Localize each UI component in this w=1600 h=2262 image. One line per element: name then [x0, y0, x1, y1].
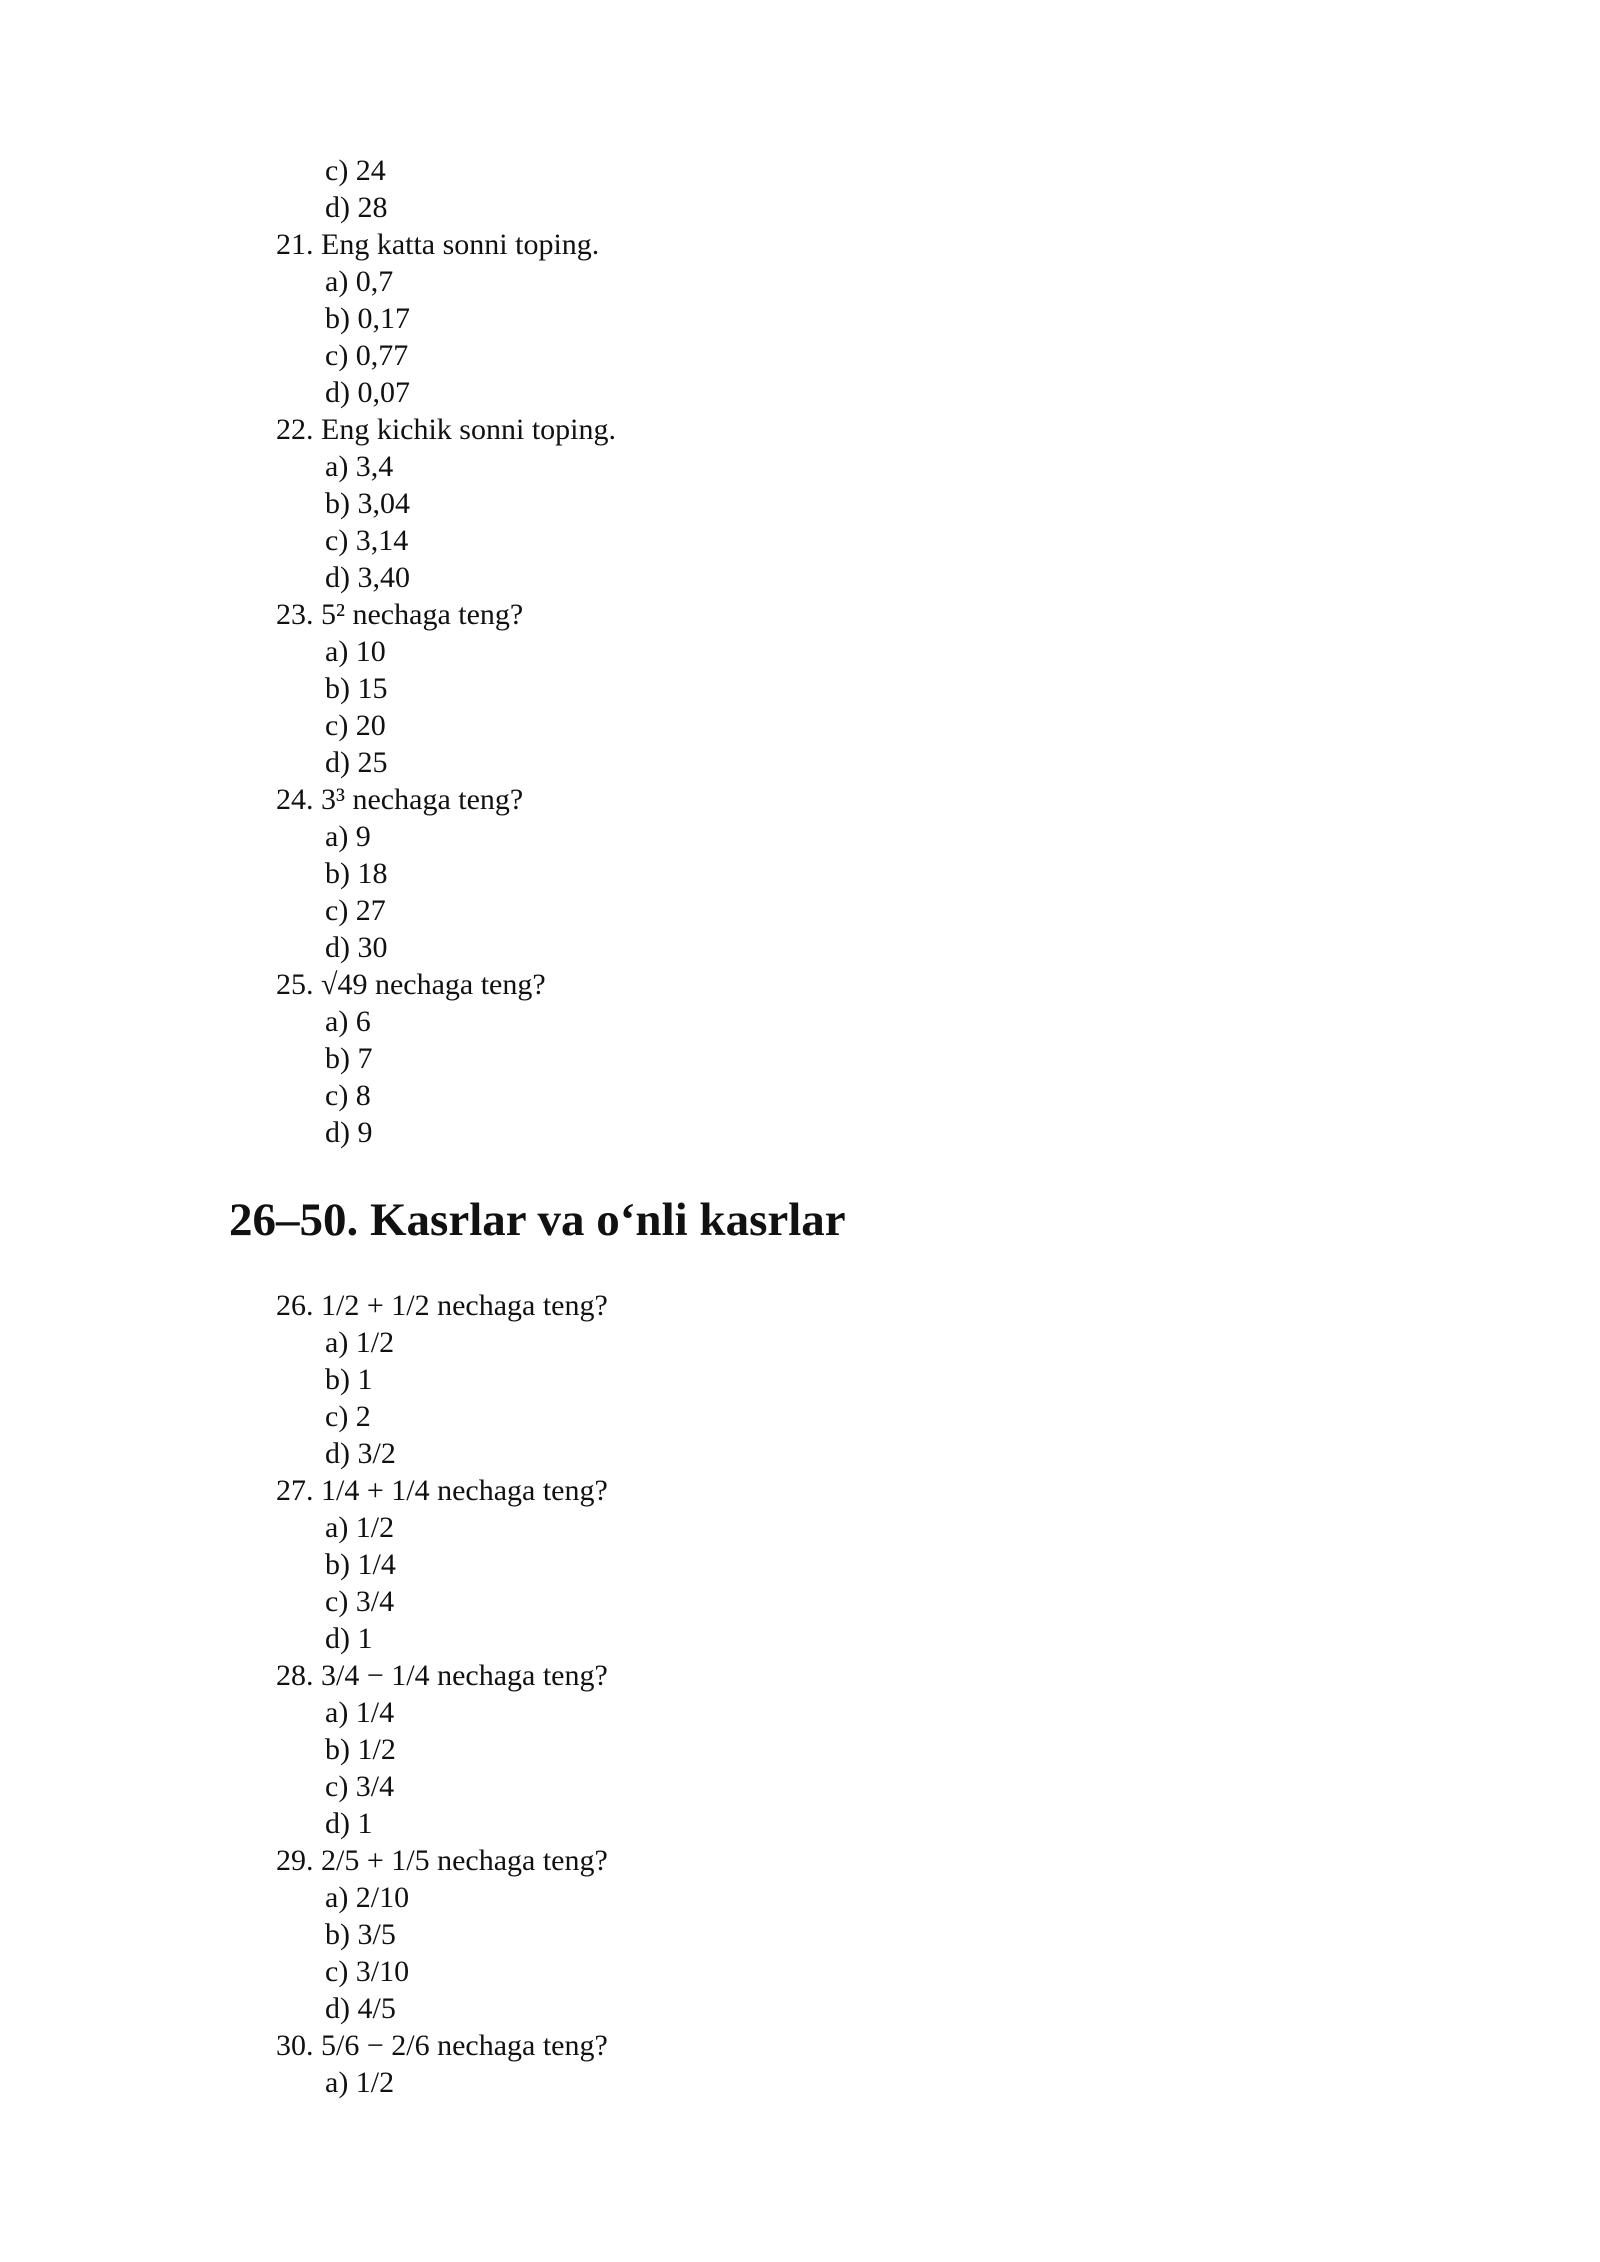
option-line: d) 3/2: [325, 1437, 396, 1470]
option-line: d) 25: [325, 746, 388, 779]
option-line: b) 18: [325, 857, 388, 890]
option-line: b) 1/4: [325, 1548, 396, 1581]
question-list-top: [0, 152, 1600, 1151]
option-line: b) 3,04: [325, 487, 410, 520]
question-22: 22. Eng kichik sonni toping.: [276, 413, 616, 446]
question-23: 23. 5² nechaga teng?: [276, 598, 524, 631]
option-line: b) 0,17: [325, 302, 410, 335]
question-30: 30. 5/6 − 2/6 nechaga teng?: [276, 2029, 608, 2062]
option-line: a) 1/2: [325, 1511, 395, 1544]
option-line: d) 0,07: [325, 376, 410, 409]
option-line: d) 28: [325, 191, 388, 224]
option-line: a) 1/2: [325, 1326, 395, 1359]
question-list-section: [0, 1287, 1600, 2101]
option-line: b) 1/2: [325, 1733, 396, 1766]
question-25: 25. √49 nechaga teng?: [276, 968, 546, 1001]
question-26: 26. 1/2 + 1/2 nechaga teng?: [276, 1289, 608, 1322]
option-line: c) 8: [325, 1079, 371, 1112]
option-line: c) 24: [325, 154, 386, 187]
option-line: c) 0,77: [325, 339, 409, 372]
option-line: d) 3,40: [325, 561, 410, 594]
option-line: d) 4/5: [325, 1992, 396, 2025]
option-line: d) 9: [325, 1116, 373, 1149]
section-heading: 26–50. Kasrlar va o‘nli kasrlar: [229, 1194, 846, 1246]
option-line: b) 3/5: [325, 1918, 396, 1951]
option-line: a) 1/2: [325, 2066, 395, 2099]
option-line: c) 2: [325, 1400, 371, 1433]
option-line: c) 27: [325, 894, 386, 927]
option-line: c) 3,14: [325, 524, 409, 557]
option-line: c) 20: [325, 709, 386, 742]
question-21: 21. Eng katta sonni toping.: [276, 228, 600, 261]
option-line: b) 15: [325, 672, 388, 705]
option-line: d) 1: [325, 1807, 373, 1840]
option-line: d) 30: [325, 931, 388, 964]
question-27: 27. 1/4 + 1/4 nechaga teng?: [276, 1474, 608, 1507]
option-line: a) 9: [325, 820, 371, 853]
option-line: a) 0,7: [325, 265, 394, 298]
question-28: 28. 3/4 − 1/4 nechaga teng?: [276, 1659, 608, 1692]
option-line: a) 1/4: [325, 1696, 395, 1729]
question-29: 29. 2/5 + 1/5 nechaga teng?: [276, 1844, 608, 1877]
option-line: b) 1: [325, 1363, 373, 1396]
question-24: 24. 3³ nechaga teng?: [276, 783, 524, 816]
option-line: c) 3/10: [325, 1955, 410, 1988]
option-line: b) 7: [325, 1042, 373, 1075]
option-line: a) 2/10: [325, 1881, 410, 1914]
option-line: c) 3/4: [325, 1585, 395, 1618]
option-line: a) 6: [325, 1005, 371, 1038]
option-line: a) 3,4: [325, 450, 394, 483]
option-line: d) 1: [325, 1622, 373, 1655]
option-line: a) 10: [325, 635, 386, 668]
option-line: c) 3/4: [325, 1770, 395, 1803]
